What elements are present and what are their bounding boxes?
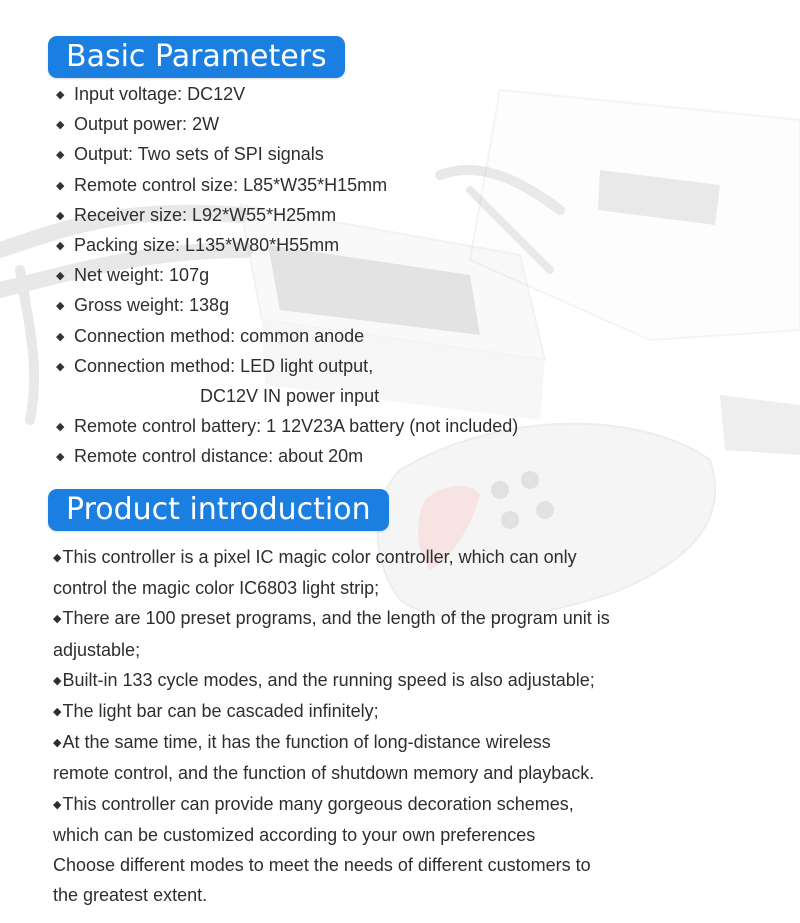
diamond-bullet-icon: ◆: [53, 613, 62, 626]
param-item: ◆ Remote control size: L85*W35*H15mm: [56, 170, 518, 200]
diamond-bullet-icon: ◆: [53, 706, 62, 719]
param-item: ◆ Net weight: 107g: [56, 260, 518, 290]
diamond-bullet-icon: ◆: [56, 89, 65, 101]
intro-line: remote control, and the function of shutdown memory and playback.: [53, 763, 595, 784]
diamond-bullet-icon: ◆: [53, 674, 62, 687]
intro-line: ◆Built-in 133 cycle modes, and the running speed is also adjustable;: [53, 669, 595, 690]
param-item: ◆ Remote control battery: 1 12V23A battery (not included): [56, 411, 518, 441]
diamond-bullet-icon: ◆: [56, 149, 65, 162]
diamond-bullet-icon: ◆: [56, 300, 65, 313]
diamond-bullet-icon: ◆: [53, 552, 62, 564]
product-introduction-heading: Product introduction: [48, 489, 389, 531]
intro-line: ◆This controller can provide many gorgeous decoration schemes,: [53, 793, 574, 814]
param-item-continuation: DC12V IN power input: [200, 385, 380, 406]
param-item: ◆ Connection method: common anode: [56, 321, 518, 351]
intro-line: Choose different modes to meet the needs of different customers to: [53, 855, 591, 876]
param-item: ◆ Input voltage: DC12V: [56, 79, 518, 109]
param-item: ◆ Gross weight: 138g: [56, 290, 518, 320]
diamond-bullet-icon: ◆: [56, 330, 65, 343]
intro-line: ◆This controller is a pixel IC magic color controller, which can only: [53, 547, 577, 567]
param-item: ◆ Receiver size: L92*W55*H25mm: [56, 200, 518, 230]
diamond-bullet-icon: ◆: [56, 360, 65, 373]
intro-line: which can be customized according to your own preferences: [53, 824, 536, 845]
diamond-bullet-icon: ◆: [56, 209, 65, 222]
intro-line: ◆The light bar can be cascaded infinitely;: [53, 701, 379, 722]
param-item: ◆ Output power: 2W: [56, 109, 518, 139]
intro-line: control the magic color IC6803 light strip;: [53, 578, 380, 599]
diamond-bullet-icon: ◆: [56, 179, 65, 192]
diamond-bullet-icon: ◆: [56, 119, 65, 132]
param-item: ◆ Connection method: LED light output,: [56, 351, 518, 381]
intro-line: adjustable;: [53, 639, 141, 660]
diamond-bullet-icon: ◆: [53, 737, 62, 750]
param-item: ◆ Packing size: L135*W80*H55mm: [56, 230, 518, 260]
product-introduction-text: [53, 542, 753, 910]
diamond-bullet-icon: ◆: [53, 798, 62, 811]
intro-line: the greatest extent.: [53, 885, 208, 906]
diamond-bullet-icon: ◆: [56, 270, 65, 283]
diamond-bullet-icon: ◆: [56, 451, 65, 464]
intro-line: ◆At the same time, it has the function of long-distance wireless: [53, 732, 551, 753]
diamond-bullet-icon: ◆: [56, 421, 65, 434]
basic-parameters-heading: Basic Parameters: [48, 36, 345, 78]
diamond-bullet-icon: ◆: [56, 239, 65, 252]
param-item: ◆ Remote control distance: about 20m: [56, 441, 518, 471]
basic-parameters-list: [56, 79, 518, 471]
intro-line: ◆There are 100 preset programs, and the length of the program unit is: [53, 608, 610, 629]
param-item: ◆ Output: Two sets of SPI signals: [56, 139, 518, 169]
